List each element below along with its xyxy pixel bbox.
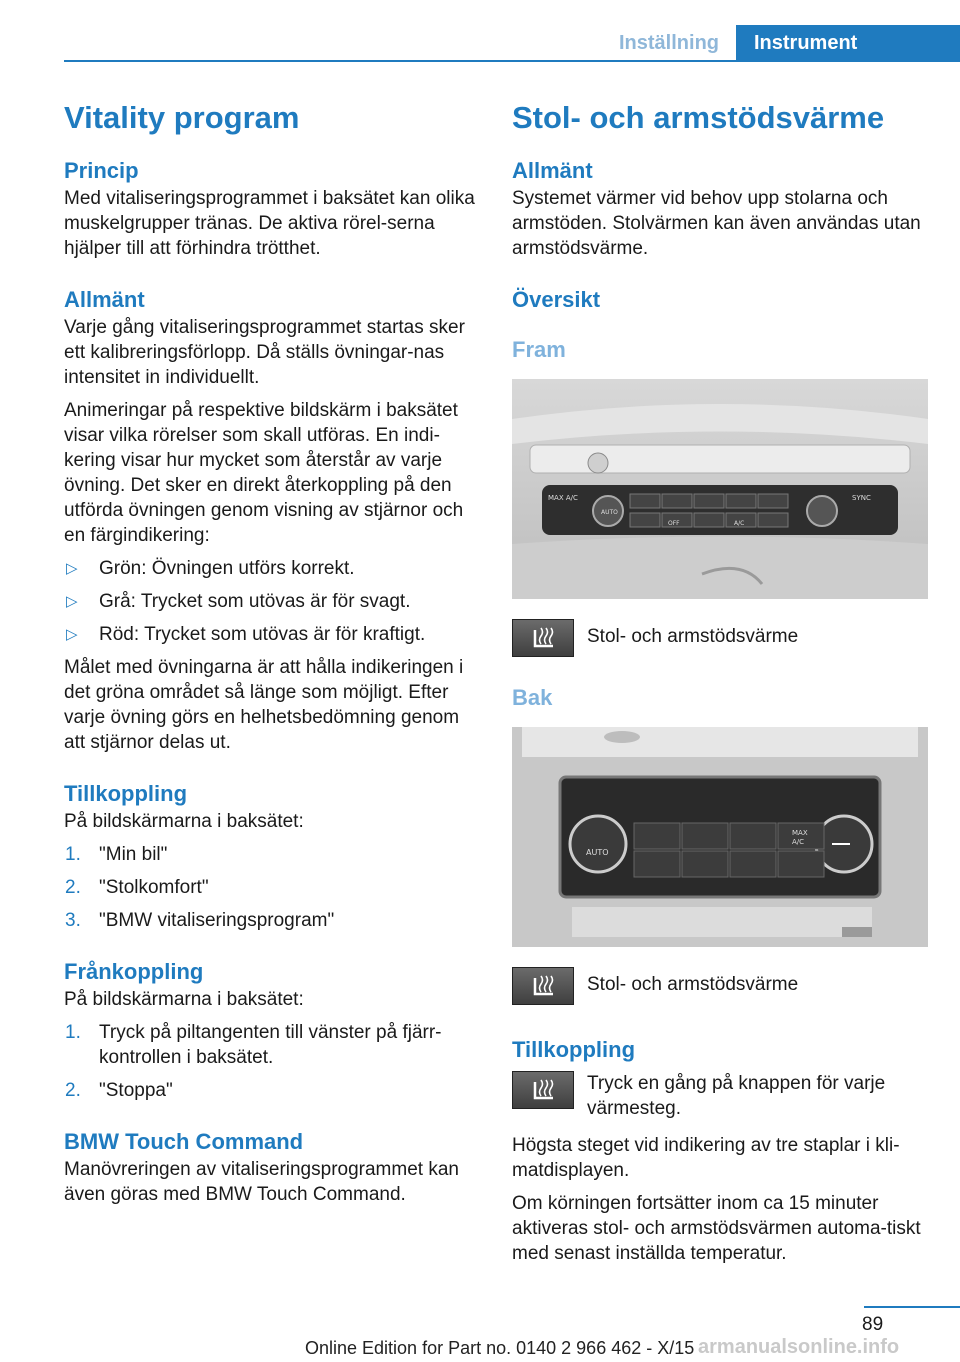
section-oversikt	[512, 285, 930, 315]
bmw-touch-text: Manövreringen av vitaliseringsprogrammet kan även göras med BMW Touch Command.	[64, 1159, 459, 1205]
seat-heat-icon	[512, 967, 574, 1005]
ac-label: A/C	[734, 520, 745, 527]
list-item: ▷ Grå: Trycket som utövas är för svagt.	[66, 591, 411, 612]
section-allmant-left	[64, 285, 480, 755]
front-icon-label: Stol- och armstödsvärme	[587, 626, 799, 647]
page-number: 89	[862, 1314, 884, 1335]
front-climate-panel-photo	[512, 379, 928, 599]
seat-heat-button-instruction	[512, 1071, 930, 1121]
section-princip	[64, 156, 480, 261]
right-column	[512, 98, 930, 1274]
ac-label-rear: A/C	[792, 838, 805, 846]
allmant-p1: Varje gång vitaliseringsprogrammet startas sker ett kalibreringsförlopp. Då ställs övningar-nas intensitet in individuellt.	[64, 317, 465, 388]
auto-label-rear: AUTO	[586, 848, 609, 857]
footer-rule	[864, 1306, 960, 1308]
tillkoppling-p2: Om körningen fortsätter inom ca 15 minuter aktiveras stol- och armstödsvärmen automa-tiskt med senast inställda temperatur.	[512, 1193, 921, 1264]
frankoppling-steps	[64, 1020, 480, 1103]
max-label: MAX	[792, 829, 808, 837]
left-column	[64, 98, 480, 1215]
allmant-right-text: Systemet värmer vid behov upp stolarna och armstöden. Stolvärmen kan även användas utan armstödsvärme.	[512, 188, 921, 259]
heading-tillkoppling-right: Tillkoppling	[512, 1037, 636, 1062]
watermark: armanualsonline.info	[698, 1336, 900, 1358]
heading-bmw-touch: BMW Touch Command	[64, 1129, 304, 1154]
list-item: 2. "Stolkomfort"	[65, 877, 209, 898]
heading-allmant-left: Allmänt	[64, 287, 145, 312]
triangle-bullet-icon: ▷	[66, 626, 78, 643]
section-frankoppling	[64, 957, 480, 1103]
heading-allmant-right: Allmänt	[512, 158, 593, 183]
rear-icon-label: Stol- och armstödsvärme	[587, 974, 799, 995]
section-fram	[512, 335, 930, 661]
section-title-stolvarme: Stol- och armstödsvärme	[512, 100, 885, 135]
max-ac-label: MAX A/C	[548, 494, 578, 502]
section-bak	[512, 683, 930, 1009]
heading-tillkoppling-left: Tillkoppling	[64, 781, 188, 806]
heading-fram: Fram	[512, 337, 566, 362]
section-tillkoppling-left	[64, 779, 480, 933]
auto-label-front: AUTO	[601, 509, 618, 516]
section-bmw-touch	[64, 1127, 480, 1207]
list-item: 1. "Min bil"	[65, 844, 168, 865]
section-tillkoppling-right	[512, 1035, 930, 1266]
list-item: ▷ Grön: Övningen utförs korrekt.	[66, 558, 355, 579]
allmant-p2: Animeringar på respektive bildskärm i baksätet visar vilka rörelser som skall utföras. En indi-kering visar hur mycket som återstår av varje övning. Det sker en direkt återkoppling på den utförda övningen genom visning av stjärnor och en färgindikering:	[64, 400, 464, 546]
section-allmant-right	[512, 156, 930, 261]
tab-installning[interactable]: Inställning	[619, 32, 719, 54]
rear-seat-heat-legend	[512, 967, 930, 1009]
frankoppling-intro: På bildskärmarna i baksätet:	[64, 989, 304, 1010]
seat-heat-icon	[512, 619, 574, 657]
list-item: ▷ Röd: Trycket som utövas är för kraftigt.	[66, 624, 426, 645]
front-seat-heat-legend	[512, 619, 930, 661]
heading-princip: Princip	[64, 158, 139, 183]
sync-label: SYNC	[852, 494, 871, 502]
list-item: 1. Tryck på piltangenten till vänster på fjärr-kontrollen i baksätet.	[65, 1022, 442, 1068]
tillkoppling-steps	[64, 842, 480, 933]
triangle-bullet-icon: ▷	[66, 593, 78, 610]
allmant-p3: Målet med övningarna är att hålla indikeringen i det gröna området så länge som möjligt. Efter varje övning görs en helhetsbedömning genom att stjärnor delas ut.	[64, 657, 464, 753]
edition-text: Online Edition for Part no. 0140 2 966 462 - X/15	[305, 1338, 695, 1358]
off-label: OFF	[668, 520, 680, 527]
heading-oversikt: Översikt	[512, 287, 601, 312]
princip-text: Med vitaliseringsprogrammet i baksätet kan olika muskelgrupper tränas. De aktiva rörel-serna hjälper till att förhindra trötthet.	[64, 188, 475, 259]
seat-heat-icon	[512, 1071, 574, 1109]
heading-bak: Bak	[512, 685, 553, 710]
triangle-bullet-icon: ▷	[66, 560, 78, 577]
rear-climate-panel-photo	[512, 727, 928, 947]
color-indicator-list	[64, 556, 480, 647]
tab-instrument[interactable]: Instrument	[736, 25, 960, 62]
heading-frankoppling: Frånkoppling	[64, 959, 204, 984]
tillkoppling-p1: Högsta steget vid indikering av tre staplar i kli-matdisplayen.	[512, 1135, 900, 1181]
tillkoppling-intro: På bildskärmarna i baksätet:	[64, 811, 304, 832]
list-item: 3. "BMW vitaliseringsprogram"	[65, 910, 335, 931]
list-item: 2. "Stoppa"	[65, 1080, 173, 1101]
tillkoppling-icon-text: Tryck en gång på knappen för varje värmesteg.	[587, 1073, 886, 1119]
section-title-vitality: Vitality program	[64, 100, 300, 135]
